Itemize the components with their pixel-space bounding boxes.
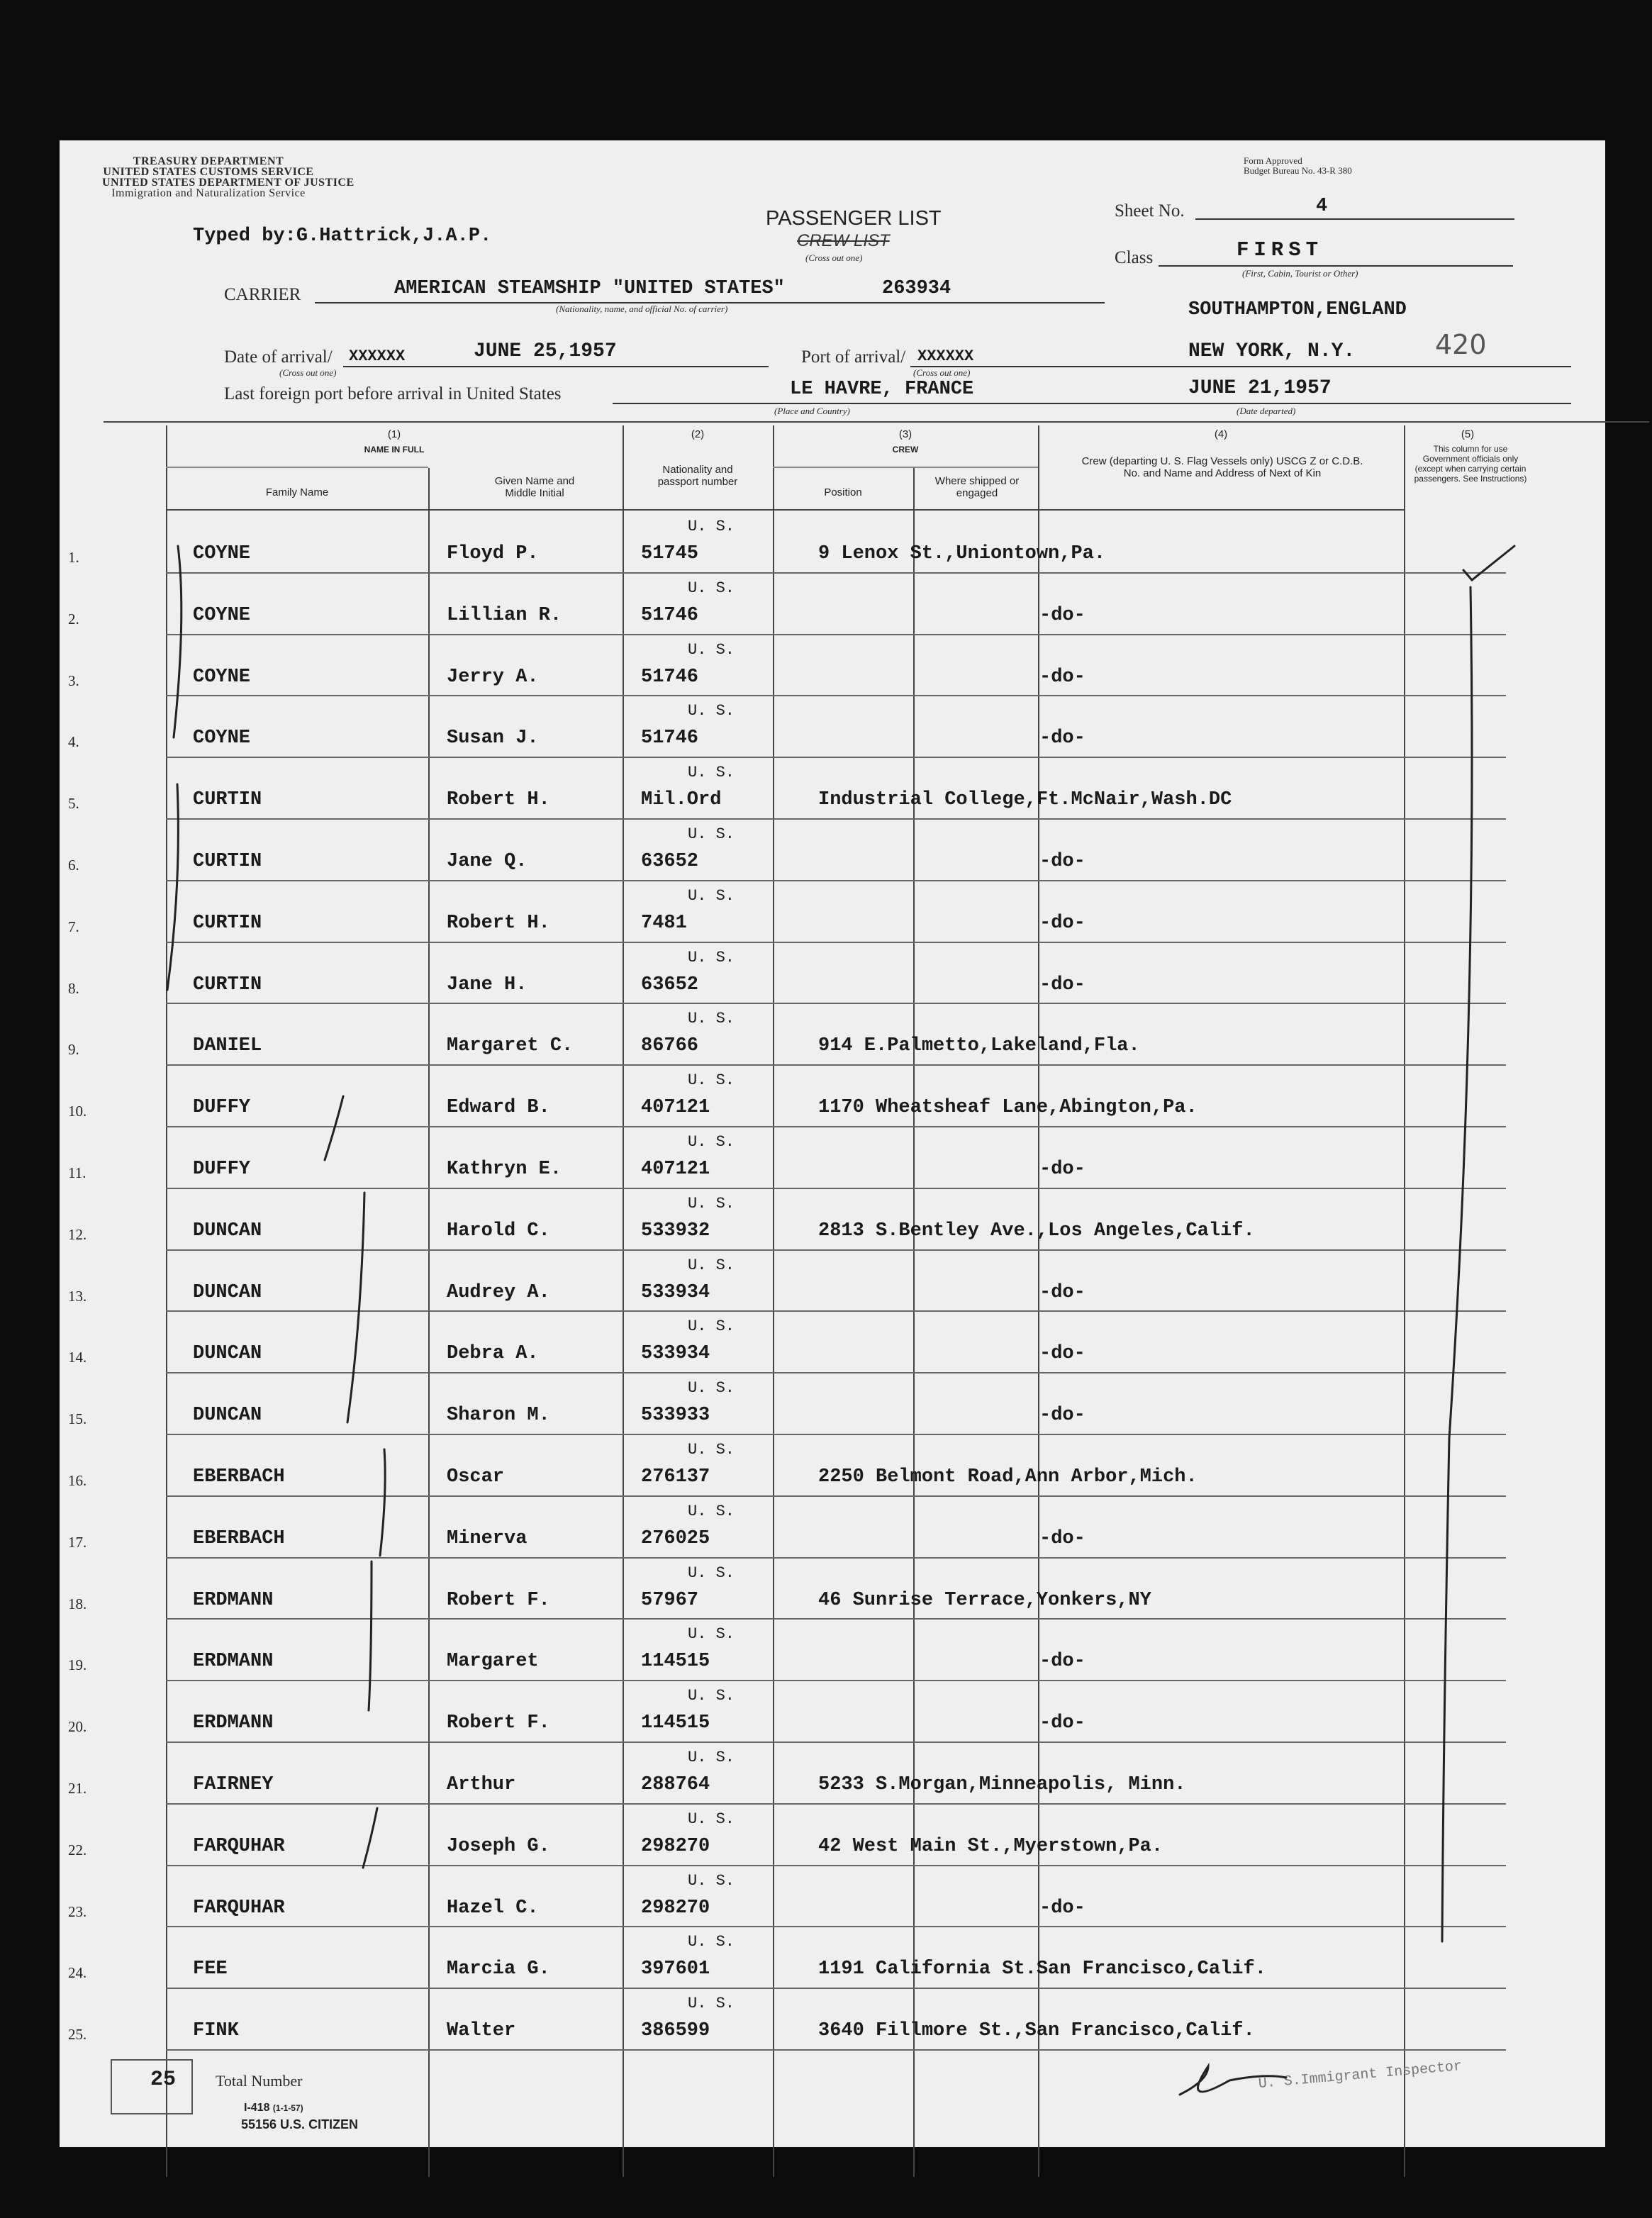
check-marks [167,546,1514,2095]
given-name: Jerry A. [447,666,539,688]
passport-number: 533933 [641,1405,710,1427]
passport-number: 397601 [641,1958,710,1980]
address: -do- [1039,728,1085,749]
checkmark-icon [1463,546,1514,580]
checkmark-line [1442,587,1472,1941]
typed-by: Typed by:G.Hattrick,J.A.P. [193,225,492,247]
row-divider [166,1803,1506,1805]
family-name: ERDMANN [193,1651,274,1673]
row-divider [166,942,1506,943]
row-divider [166,1680,1506,1681]
address: -do- [1039,1712,1085,1734]
passport-number: 114515 [641,1651,710,1673]
row-number: 2. [68,610,79,628]
given-name: Oscar [447,1466,505,1488]
form-code [244,2102,303,2114]
row-number: 8. [68,979,79,997]
given-name: Minerva [447,1527,528,1549]
row-number: 10. [68,1103,87,1120]
nationality: U. S. [688,1995,735,2013]
row-divider [166,1495,1506,1497]
given-name: Audrey A. [447,1281,550,1303]
family-name: DUNCAN [193,1220,262,1242]
row-divider [166,1557,1506,1559]
agency-line: UNITED STATES DEPARTMENT OF JUSTICE [102,177,355,189]
row-divider [166,757,1506,758]
family-name: CURTIN [193,851,262,872]
passport-number: 114515 [641,1712,710,1734]
last-port-hint: (Place and Country) [774,406,850,416]
form-code-text: I-418 [244,2102,270,2114]
position-header: Position [824,486,862,498]
crew-struck: CREW LIST [797,231,890,250]
address: -do- [1039,1343,1085,1365]
agency-line: UNITED STATES CUSTOMS SERVICE [103,166,314,178]
nationality: U. S. [688,1010,735,1028]
nationality: U. S. [688,640,735,659]
passport-number: 7481 [641,912,687,934]
passport-number: 298270 [641,1897,710,1919]
nationality: U. S. [688,579,735,597]
row-divider [166,1741,1506,1743]
given-name: Edward B. [447,1097,550,1119]
address: 2813 S.Bentley Ave.,Los Angeles,Calif. [818,1220,1255,1242]
passport-number: 533932 [641,1220,710,1242]
nationality: U. S. [688,1441,735,1459]
given-name: Jane Q. [447,851,528,872]
address: -do- [1039,1651,1085,1673]
row-divider [166,818,1506,820]
given-name: Harold C. [447,1220,550,1242]
passport-number: 276025 [641,1527,710,1549]
bracket-erdmann [369,1561,372,1710]
row-number: 14. [68,1349,87,1366]
address: -do- [1039,1159,1085,1180]
family-name: DUNCAN [193,1405,262,1427]
class-value: FIRST [1237,238,1324,262]
family-name: DUNCAN [193,1343,262,1365]
bracket-eberbach [380,1449,385,1556]
row-number: 16. [68,1472,87,1489]
given-name: Debra A. [447,1343,539,1365]
address: 42 West Main St.,Myerstown,Pa. [818,1835,1163,1857]
family-name: FEE [193,1958,228,1980]
family-name: CURTIN [193,912,262,934]
form-date: (1-1-57) [272,2103,303,2113]
nationality: U. S. [688,1133,735,1151]
row-divider [166,695,1506,696]
bracket-curtin [167,784,178,990]
row-number: 9. [68,1041,79,1059]
row-number: 11. [68,1164,86,1181]
row-number: 22. [68,1841,87,1858]
row-divider [166,1188,1506,1189]
family-name: CURTIN [193,789,262,811]
address: -do- [1039,912,1085,934]
nationality: U. S. [688,886,735,905]
nationality: U. S. [688,1871,735,1890]
agency-header [102,155,355,199]
bracket-farquhar [363,1808,377,1868]
form-approved [1244,156,1352,176]
carrier-number: 263934 [882,278,951,299]
passport-number: 407121 [641,1097,710,1119]
row-number: 5. [68,795,79,813]
col3-number: (3) [898,428,912,440]
given-name: Margaret C. [447,1035,574,1057]
given-name: Marcia G. [447,1958,550,1980]
arrival-date: JUNE 25,1957 [474,340,617,362]
bracket-duffy [325,1096,343,1160]
stamp-number: 420 [1435,329,1487,360]
form-approved-line: Budget Bureau No. 43-R 380 [1244,165,1352,176]
row-divider [166,1926,1506,1927]
date-departed-hint: (Date departed) [1237,406,1296,416]
nationality: U. S. [688,1687,735,1705]
address: -do- [1039,604,1085,626]
carrier-value: AMERICAN STEAMSHIP "UNITED STATES" [394,278,785,299]
col4-number: (4) [1214,428,1228,440]
address: Industrial College,Ft.McNair,Wash.DC [818,789,1232,811]
row-divider [166,880,1506,881]
nationality: U. S. [688,1317,735,1336]
passport-number: 51746 [641,728,699,749]
family-name: FARQUHAR [193,1835,285,1857]
passport-number: 533934 [641,1281,710,1303]
passport-number: 386599 [641,2020,710,2042]
family-name: CURTIN [193,974,262,996]
col5-number: (5) [1461,428,1475,440]
nationality: U. S. [688,1502,735,1520]
address: -do- [1039,974,1085,996]
nationality-header: Nationality and passport number [657,464,738,488]
address: 2250 Belmont Road,Ann Arbor,Mich. [818,1466,1198,1488]
given-name: Lillian R. [447,604,562,626]
given-name: Floyd P. [447,543,539,564]
family-name: COYNE [193,604,251,626]
address: 3640 Fillmore St.,San Francisco,Calif. [818,2020,1255,2042]
given-name-header: Given Name and Middle Initial [494,475,575,499]
given-name: Hazel C. [447,1897,539,1919]
address: -do- [1039,851,1085,872]
given-name: Robert F. [447,1712,550,1734]
class-label: Class [1115,248,1154,267]
passport-number: Mil.Ord [641,789,722,811]
last-port: LE HAVRE, FRANCE [790,379,974,400]
nationality: U. S. [688,1933,735,1951]
col1-number: (1) [387,428,401,440]
row-divider [166,1003,1506,1004]
sheet-number: 4 [1316,196,1328,217]
row-divider [166,1434,1506,1435]
nationality: U. S. [688,825,735,843]
total-label: Total Number [216,2072,303,2090]
family-name: FARQUHAR [193,1897,285,1919]
passport-number: 51746 [641,604,699,626]
total-count: 25 [150,2068,177,2092]
row-divider [166,2049,1506,2051]
arrival-port-label: Port of arrival/ [801,347,906,367]
passport-number: 63652 [641,974,699,996]
row-divider [166,1126,1506,1127]
arrival-date-hint: (Cross out one) [279,367,337,378]
row-divider [166,1865,1506,1866]
bracket-duncan [347,1193,364,1422]
family-name: COYNE [193,543,251,564]
row-divider [166,1249,1506,1251]
given-name: Sharon M. [447,1405,550,1427]
row-divider [166,1064,1506,1066]
passport-number: 86766 [641,1035,699,1057]
address: 46 Sunrise Terrace,Yonkers,NY [818,1589,1151,1611]
row-divider [166,572,1506,574]
row-number: 17. [68,1533,87,1551]
family-name: DUFFY [193,1097,251,1119]
nationality: U. S. [688,1749,735,1766]
family-name: EBERBACH [193,1466,285,1488]
address: -do- [1039,666,1085,688]
row-number: 24. [68,1964,87,1982]
address: 914 E.Palmetto,Lakeland,Fla. [818,1035,1140,1057]
row-number: 21. [68,1780,87,1797]
address: -do- [1039,1405,1085,1427]
given-name: Robert F. [447,1589,550,1611]
departure-port: SOUTHAMPTON,ENGLAND [1188,299,1407,321]
agency-line: TREASURY DEPARTMENT [133,155,284,167]
shipped-header: Where shipped or engaged [934,475,1020,499]
address: 9 Lenox St.,Uniontown,Pa. [818,543,1106,564]
passport-number: 298270 [641,1835,710,1857]
row-divider [166,1372,1506,1373]
passport-number: 533934 [641,1343,710,1365]
class-hint: (First, Cabin, Tourist or Other) [1242,268,1358,279]
address: -do- [1039,1897,1085,1919]
row-divider [166,1988,1506,1989]
family-name: EBERBACH [193,1527,285,1549]
row-number: 1. [68,549,79,566]
sheet-label: Sheet No. [1115,201,1185,221]
given-name: Margaret [447,1651,539,1673]
row-number: 20. [68,1718,87,1736]
passport-number: 57967 [641,1589,699,1611]
row-number: 7. [68,918,79,935]
nationality: U. S. [688,1564,735,1582]
given-name: Kathryn E. [447,1159,562,1180]
last-port-label: Last foreign port before arrival in United States [224,384,562,403]
nationality: U. S. [688,518,735,535]
carrier-hint: (Nationality, name, and official No. of carrier) [556,303,728,314]
row-number: 3. [68,671,79,689]
cross-out-hint: (Cross out one) [805,252,863,263]
nationality: U. S. [688,764,735,782]
form-approved-line: Form Approved [1244,155,1302,166]
family-name: FAIRNEY [193,1774,274,1795]
given-name: Walter [447,2020,516,2042]
address: 1170 Wheatsheaf Lane,Abington,Pa. [818,1097,1198,1119]
row-number: 19. [68,1656,87,1674]
arrival-port-struck: XXXXXX [917,347,974,365]
family-name-header: Family Name [265,486,329,498]
given-name: Robert H. [447,789,550,811]
arrival-port: NEW YORK, N.Y. [1188,340,1356,362]
arrival-date-struck: XXXXXX [349,347,406,365]
family-name: DUFFY [193,1159,251,1180]
nationality: U. S. [688,1194,735,1213]
row-number: 4. [68,733,79,751]
form-sheet [60,140,1605,2147]
family-name: FINK [193,2020,239,2042]
given-name: Arthur [447,1774,516,1795]
list-title: PASSENGER LIST [766,207,942,230]
crew-header: CREW [892,445,919,455]
passport-number: 288764 [641,1774,710,1795]
address: -do- [1039,1527,1085,1549]
bracket-coyne [174,546,182,737]
passport-number: 51746 [641,666,699,688]
col2-number: (2) [691,428,705,440]
inspector-stamp: U. S.Immigrant Inspector [1258,2058,1463,2092]
passport-number: 51745 [641,543,699,564]
family-name: DUNCAN [193,1281,262,1303]
citizen-line: 55156 U.S. CITIZEN [241,2117,359,2131]
given-name: Susan J. [447,728,539,749]
date-departed: JUNE 21,1957 [1188,377,1332,399]
nationality: U. S. [688,1379,735,1398]
given-name: Jane H. [447,974,528,996]
address: 1191 California St.San Francisco,Calif. [818,1958,1266,1980]
crew-note-header: Crew (departing U. S. Flag Vessels only) USCG Z or C.D.B. No. and Name and Address of Next of Kin [1081,455,1363,479]
nationality: U. S. [688,1071,735,1090]
nationality: U. S. [688,702,735,720]
given-name: Joseph G. [447,1835,550,1857]
row-number: 13. [68,1287,87,1305]
row-number: 18. [68,1595,87,1612]
carrier-label: CARRIER [224,285,301,304]
family-name: ERDMANN [193,1589,274,1611]
passport-number: 407121 [641,1159,710,1180]
agency-line: Immigration and Naturalization Service [111,187,306,199]
nationality: U. S. [688,1625,735,1644]
nationality: U. S. [688,948,735,966]
gov-note-header: This column for use Government officials only (except when carrying certain passengers. See Instructions) [1414,444,1527,484]
family-name: COYNE [193,728,251,749]
arrival-date-label: Date of arrival/ [224,347,333,367]
row-number: 23. [68,1902,87,1920]
passport-number: 63652 [641,851,699,872]
address: 5233 S.Morgan,Minneapolis, Minn. [818,1774,1186,1795]
passport-number: 276137 [641,1466,710,1488]
row-divider [166,1310,1506,1312]
row-number: 15. [68,1410,87,1428]
arrival-port-hint: (Cross out one) [913,367,971,378]
row-number: 12. [68,1225,87,1243]
family-name: ERDMANN [193,1712,274,1734]
row-number: 25. [68,2026,87,2044]
nationality: U. S. [688,1810,735,1828]
family-name: COYNE [193,666,251,688]
family-name: DANIEL [193,1035,262,1057]
col1-label: NAME IN FULL [364,445,425,455]
address: -do- [1039,1281,1085,1303]
row-divider [166,1618,1506,1620]
row-number: 6. [68,857,79,874]
nationality: U. S. [688,1256,735,1274]
given-name: Robert H. [447,912,550,934]
row-divider [166,634,1506,635]
